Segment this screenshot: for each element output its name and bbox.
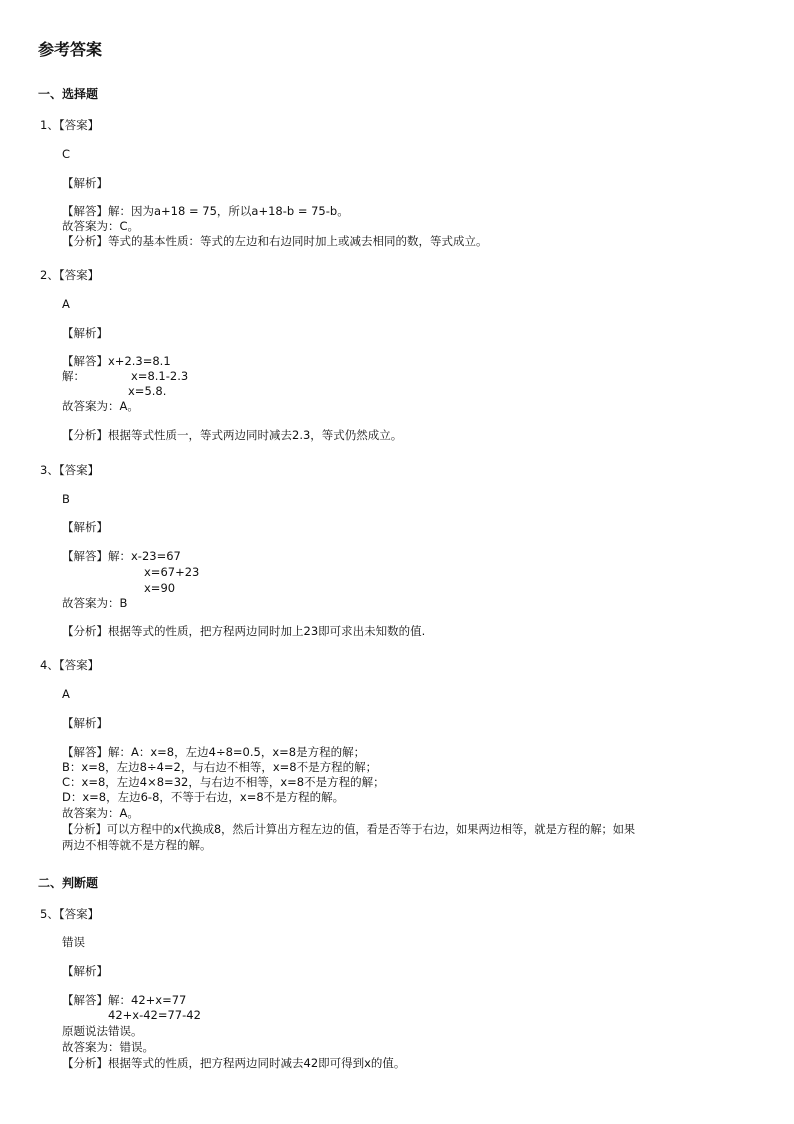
q2-solution-line: x=8.1-2.3 bbox=[131, 369, 189, 383]
q5-answer-label: 5、【答案】 bbox=[40, 907, 100, 921]
q3-analysis-label: 【解析】 bbox=[62, 520, 108, 534]
q4-analysis-label: 【解析】 bbox=[62, 716, 108, 730]
q4-answer-label: 4、【答案】 bbox=[40, 658, 100, 672]
q4-solution-line: C：x=8，左边4×8=32，与右边不相等，x=8不是方程的解； bbox=[62, 775, 385, 789]
q5-solution-line: 原题说法错误。 bbox=[62, 1024, 143, 1038]
q2-solution-line: 解： bbox=[62, 369, 85, 383]
q2-answer-label: 2、【答案】 bbox=[40, 268, 100, 282]
q1-analysis-label: 【解析】 bbox=[62, 176, 108, 190]
q5-analysis-label: 【解析】 bbox=[62, 964, 108, 978]
q3-solution-line: 【分析】根据等式的性质，把方程两边同时加上23即可求出未知数的值. bbox=[62, 624, 426, 638]
q2-analysis-label: 【解析】 bbox=[62, 326, 108, 340]
q3-solution-line: 故答案为：B bbox=[62, 596, 128, 610]
section-heading-judgement: 二、判断题 bbox=[38, 876, 99, 890]
q2-solution-line: 故答案为：A。 bbox=[62, 399, 139, 413]
q4-solution-line: 故答案为：A。 bbox=[62, 806, 139, 820]
page-title: 参考答案 bbox=[38, 40, 103, 59]
q5-solution-line: 故答案为：错误。 bbox=[62, 1040, 154, 1054]
q3-answer-value: B bbox=[62, 492, 70, 506]
q3-solution-line: x=67+23 bbox=[144, 565, 200, 579]
q4-solution-line: D：x=8，左边6-8，不等于右边，x=8不是方程的解。 bbox=[62, 790, 345, 804]
q4-solution-line: B：x=8，左边8÷4=2，与右边不相等，x=8不是方程的解； bbox=[62, 760, 378, 774]
q3-answer-label: 3、【答案】 bbox=[40, 463, 100, 477]
q5-answer-value: 错误 bbox=[62, 935, 85, 949]
q5-solution-line: 【分析】根据等式的性质，把方程两边同时减去42即可得到x的值。 bbox=[62, 1056, 406, 1070]
q2-solution-line: 【分析】根据等式性质一，等式两边同时减去2.3，等式仍然成立。 bbox=[62, 428, 403, 442]
q2-solution-line: 【解答】x+2.3=8.1 bbox=[62, 354, 171, 368]
q4-solution-line: 【分析】可以方程中的x代换成8，然后计算出方程左边的值，看是否等于右边，如果两边相等，就是方程的解；如果 bbox=[62, 823, 636, 836]
q4-solution-line: 两边不相等就不是方程的解。 bbox=[62, 838, 212, 852]
q5-solution-line: 【解答】解：42+x=77 bbox=[62, 993, 187, 1007]
q1-solution-line: 故答案为：C。 bbox=[62, 219, 140, 233]
section-heading-choice: 一、选择题 bbox=[38, 87, 99, 101]
q3-solution-line: x=90 bbox=[144, 581, 176, 595]
q3-solution-line: 【解答】解：x-23=67 bbox=[62, 549, 181, 563]
q2-answer-value: A bbox=[62, 297, 70, 311]
q1-answer-value: C bbox=[62, 147, 71, 161]
q1-solution-line: 【解答】解：因为a+18 = 75，所以a+18-b = 75-b。 bbox=[62, 204, 349, 218]
q1-answer-label: 1、【答案】 bbox=[40, 118, 100, 132]
q5-solution-line: 42+x-42=77-42 bbox=[108, 1008, 201, 1022]
q4-answer-value: A bbox=[62, 687, 70, 701]
q2-solution-line: x=5.8. bbox=[128, 384, 167, 398]
q4-solution-line: 【解答】解：A：x=8，左边4÷8=0.5，x=8是方程的解； bbox=[62, 745, 366, 759]
q1-solution-line: 【分析】等式的基本性质：等式的左边和右边同时加上或减去相同的数，等式成立。 bbox=[62, 234, 488, 248]
